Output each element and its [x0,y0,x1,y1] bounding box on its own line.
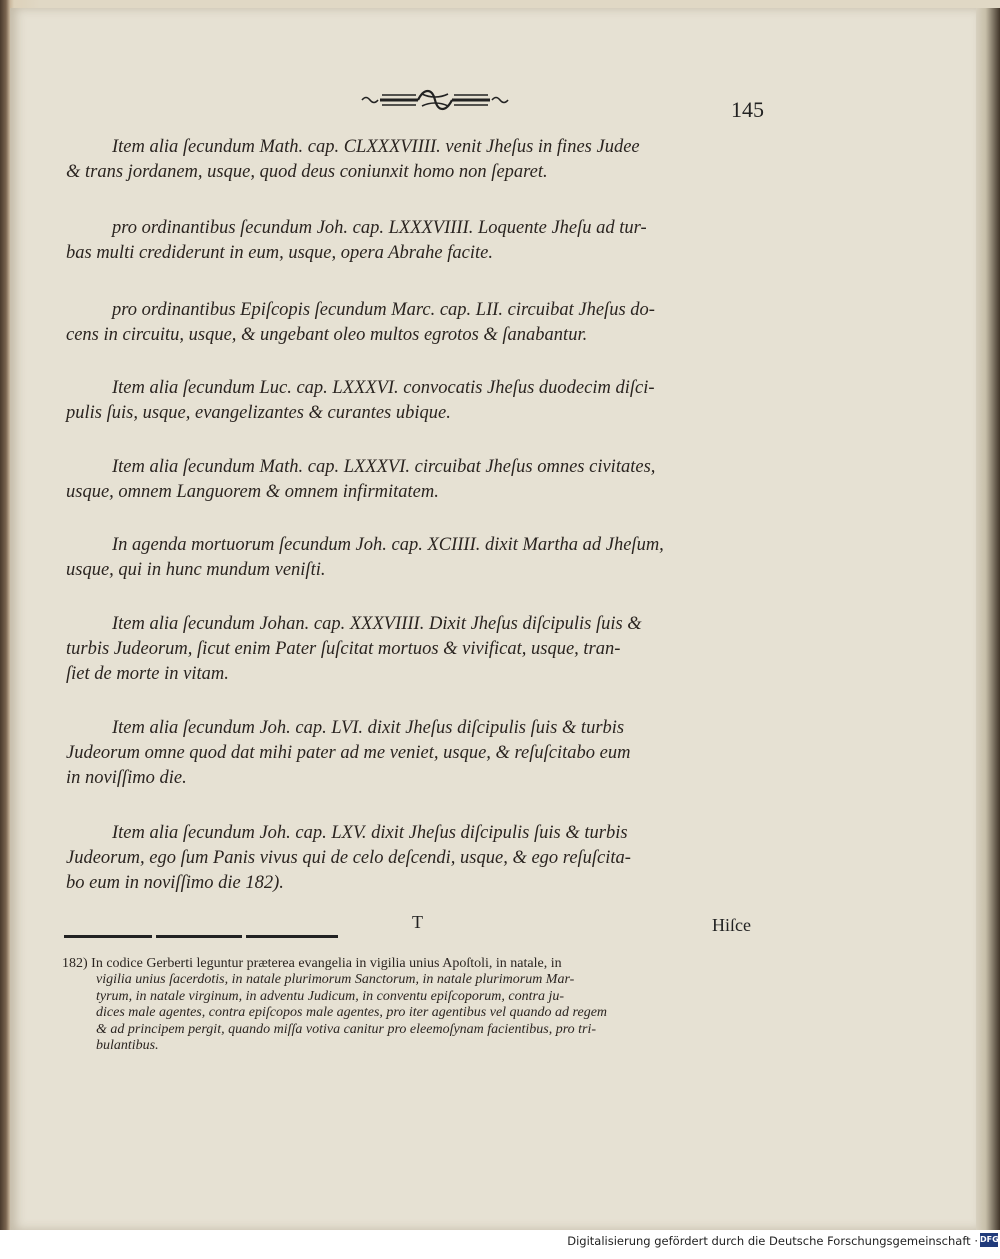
footnote-line: & ad principem pergit, quando miſſa votiva canitur pro eleemoſynam facientibus, pro tri- [96,1021,597,1037]
footnote-line: bulantibus. [96,1038,159,1054]
text-line: pro ordinantibus ſecundum Joh. cap. LXXXVIIII. Loquente Jheſu ad tur- [112,218,647,238]
text-line: bo eum in noviſſimo die 182). [66,873,284,893]
text-line: usque, omnem Languorem & omnem infirmitatem. [66,482,439,502]
page-edge [976,8,1000,1230]
digitization-credit: Digitalisierung gefördert durch die Deutsche Forschungsgemeinschaft · [567,1234,978,1248]
text-line: pro ordinantibus Epiſcopis ſecundum Marc. cap. LII. circuibat Jheſus do- [112,300,655,320]
text-line: ſiet de morte in vitam. [66,664,229,684]
catchword: Hiſce [712,915,751,935]
text-line: Item alia ſecundum Math. cap. LXXXVI. circuibat Jheſus omnes civitates, [112,457,656,477]
footnote-rule [64,935,152,938]
footnote-line: 182) In codice Gerberti leguntur præterea evangelia in vigilia unius Apoſtoli, in natale, in [62,956,562,971]
text-line: In agenda mortuorum ſecundum Joh. cap. XCIIII. dixit Martha ad Jheſum, [112,535,664,555]
text-line: bas multi crediderunt in eum, usque, opera Abrahe facite. [66,243,493,263]
paragraph-4 [66,376,792,426]
paragraph-6 [66,533,792,583]
text-line: pulis ſuis, usque, evangelizantes & curantes ubique. [66,403,451,423]
text-line: Item alia ſecundum Joh. cap. LVI. dixit Jheſus diſcipulis ſuis & turbis [112,718,625,738]
paragraph-9 [66,821,792,896]
paragraph-8 [66,716,792,791]
text-line: & trans jordanem, usque, quod deus coniunxit homo non ſeparet. [66,162,548,182]
footnote-line: tyrum, in natale virginum, in adventu Judicum, in conventu epiſcoporum, contra ju- [96,988,565,1004]
page-number: 145 [731,97,764,122]
footnote-line: vigilia unius ſacerdotis, in natale plurimorum Sanctorum, in natale plurimorum Mar- [96,972,575,988]
footnote-line: dices male agentes, contra epiſcopos male agentes, pro iter agentibus vel quando ad regem [96,1005,608,1021]
text-line: Item alia ſecundum Johan. cap. XXXVIIII. Dixit Jheſus diſcipulis ſuis & [112,614,642,634]
dfg-logo[interactable]: DFG [980,1233,998,1247]
paragraph-7 [66,612,792,687]
footnote-rule [246,935,338,938]
head-ornament-icon [360,88,510,112]
text-line: usque, qui in hunc mundum veniſti. [66,560,326,580]
footnote-rule [156,935,242,938]
text-line: cens in circuitu, usque, & ungebant oleo multos egrotos & ſanabantur. [66,325,588,345]
paragraph-3 [66,298,792,348]
text-line: turbis Judeorum, ſicut enim Pater ſuſcitat mortuos & vivificat, usque, tran- [66,639,621,659]
text-line: in noviſſimo die. [66,768,187,788]
text-line: Item alia ſecundum Math. cap. CLXXXVIIII. venit Jheſus in fines Judee [112,137,640,157]
text-line: Item alia ſecundum Luc. cap. LXXXVI. convocatis Jheſus duodecim diſci- [112,378,655,398]
text-line: Judeorum, ego ſum Panis vivus qui de celo deſcendi, usque, & ego reſuſcita- [66,848,631,868]
signature-mark: T [412,912,423,932]
text-line: Judeorum omne quod dat mihi pater ad me veniet, usque, & reſuſcitabo eum [66,743,631,763]
footnote [62,956,792,1054]
text-line: Item alia ſecundum Joh. cap. LXV. dixit Jheſus diſcipulis ſuis & turbis [112,823,628,843]
paragraph-5 [66,455,792,505]
paragraph-2 [66,216,792,266]
paragraph-1 [66,135,792,185]
